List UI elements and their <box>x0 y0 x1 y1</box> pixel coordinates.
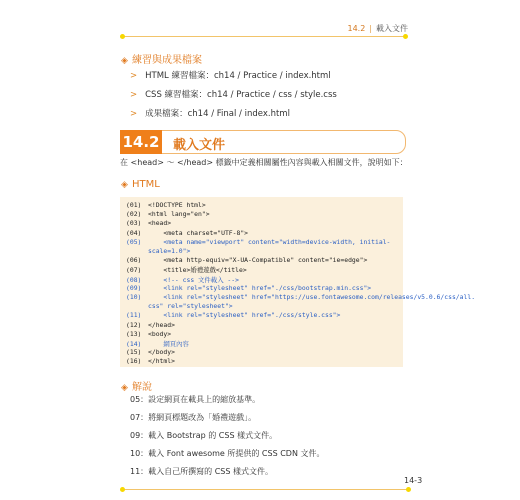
code-line <box>126 321 175 329</box>
code-line-number: (13) <box>126 329 142 338</box>
code-line-number: (04) <box>126 228 142 237</box>
diamond-icon: ◈ <box>121 180 128 190</box>
chevron-right-icon: > <box>130 109 138 119</box>
practice-item-text: HTML 練習檔案：ch14 / Practice / index.html <box>145 71 331 81</box>
html-heading <box>120 179 160 190</box>
code-line-number: (11) <box>126 311 142 320</box>
code-line-text: scale=1.0"> <box>148 247 191 255</box>
code-line <box>126 201 206 209</box>
code-line <box>126 357 175 365</box>
code-block <box>120 197 476 367</box>
code-line <box>126 284 371 292</box>
code-line <box>126 275 239 284</box>
code-line-number: (06) <box>126 256 142 265</box>
code-line-text: <link rel="stylesheet" href="./css/style.css"> <box>148 311 341 320</box>
code-line-text: <meta http-equiv="X-UA-Compatible" content="ie=edge"> <box>148 256 368 265</box>
code-line-text: <body> <box>148 329 172 338</box>
code-line-text: <title>婚禮遊戲</title> <box>148 266 247 275</box>
code-line-number: (02) <box>126 210 142 219</box>
intro-paragraph: 在 <head> ～ </head> 標籤中定義相關屬性內容與載入相關文件，說明如下： <box>120 158 408 167</box>
explanation-item: 11：載入自己所撰寫的 CSS 樣式文件。 <box>130 467 274 476</box>
explain-heading-text: 解說 <box>132 382 152 393</box>
code-line-number: (16) <box>126 357 142 366</box>
code-line <box>126 302 233 310</box>
code-line-text: css" rel="stylesheet"> <box>148 302 233 311</box>
page-number: 14-3 <box>404 476 423 485</box>
code-line-text: <head> <box>148 219 172 228</box>
header-dot-right <box>403 34 408 39</box>
practice-item <box>130 69 331 81</box>
code-line-text: <link rel="stylesheet" href="https://use.fontawesome.com/releases/v5.0.6/css/all. <box>148 293 476 301</box>
code-line-text: <html lang="en"> <box>148 210 210 219</box>
code-line <box>126 229 248 237</box>
code-line-number: (08) <box>126 275 142 284</box>
practice-item <box>130 107 290 119</box>
explanation-item: 05：設定網頁在載具上的縮放基準。 <box>130 395 261 404</box>
header-dot-left <box>120 34 125 39</box>
diamond-icon: ◈ <box>121 383 128 393</box>
code-line <box>126 210 210 218</box>
section-heading <box>120 130 406 154</box>
practice-heading <box>120 51 202 66</box>
footer-dot-right <box>406 487 411 492</box>
explanation-item: 10：載入 Font awesome 所提供的 CSS CDN 文件。 <box>130 449 325 458</box>
explanation-item: 09：載入 Bootstrap 的 CSS 樣式文件。 <box>130 431 278 440</box>
diamond-icon: ◈ <box>121 56 128 66</box>
header-rule <box>122 36 406 37</box>
practice-item-text: 成果檔案：ch14 / Final / index.html <box>145 109 290 119</box>
code-line-number: (14) <box>126 340 142 348</box>
chevron-right-icon: > <box>130 71 138 81</box>
code-line-text: <!-- css 文件載入 --> <box>148 275 239 284</box>
code-line-number: (07) <box>126 266 142 275</box>
code-line <box>126 238 390 246</box>
code-line-number: (12) <box>126 320 142 329</box>
code-line <box>126 265 247 274</box>
header-chapter: 14.2 <box>347 24 366 33</box>
header-title: 載入文件 <box>376 24 408 33</box>
code-line-text: </body> <box>148 348 175 357</box>
code-line-number: (03) <box>126 219 142 228</box>
footer-rule <box>122 489 408 490</box>
code-line <box>126 330 171 338</box>
code-line-text: <meta name="viewport" content="width=device-width, initial- <box>148 237 391 246</box>
code-line-text: </html> <box>148 357 175 366</box>
running-header: 14.2 | 載入文件 <box>347 24 408 33</box>
code-line <box>126 219 171 227</box>
code-line <box>126 348 175 356</box>
practice-heading-text: 練習與成果檔案 <box>132 55 202 66</box>
code-line-number: (09) <box>126 283 142 292</box>
practice-item <box>130 88 337 100</box>
code-line-number: (05) <box>126 237 142 246</box>
code-line <box>126 293 475 301</box>
explanation-item: 07：將網頁標題改為「婚禮遊戲」。 <box>130 413 257 422</box>
code-line <box>126 247 190 255</box>
section-title: 載入文件 <box>173 138 226 153</box>
code-line <box>126 256 367 264</box>
code-line-text: <!DOCTYPE html> <box>148 201 206 209</box>
html-heading-text: HTML <box>132 179 160 190</box>
practice-item-text: CSS 練習檔案：ch14 / Practice / css / style.css <box>145 90 337 100</box>
explain-heading <box>120 378 152 393</box>
code-line-text: <meta charset="UTF-8"> <box>148 228 249 237</box>
code-line <box>126 339 189 348</box>
code-line <box>126 311 340 319</box>
footer-dot-left <box>120 487 125 492</box>
code-line-text: 網頁內容 <box>148 340 189 348</box>
code-line-number: (10) <box>126 293 142 301</box>
code-line-number: (01) <box>126 201 142 209</box>
chevron-right-icon: > <box>130 90 138 100</box>
code-line-number: (15) <box>126 348 142 357</box>
section-number: 14.2 <box>120 130 162 154</box>
code-line-text: <link rel="stylesheet" href="./css/bootstrap.min.css"> <box>148 283 372 292</box>
code-line-text: </head> <box>148 320 175 329</box>
